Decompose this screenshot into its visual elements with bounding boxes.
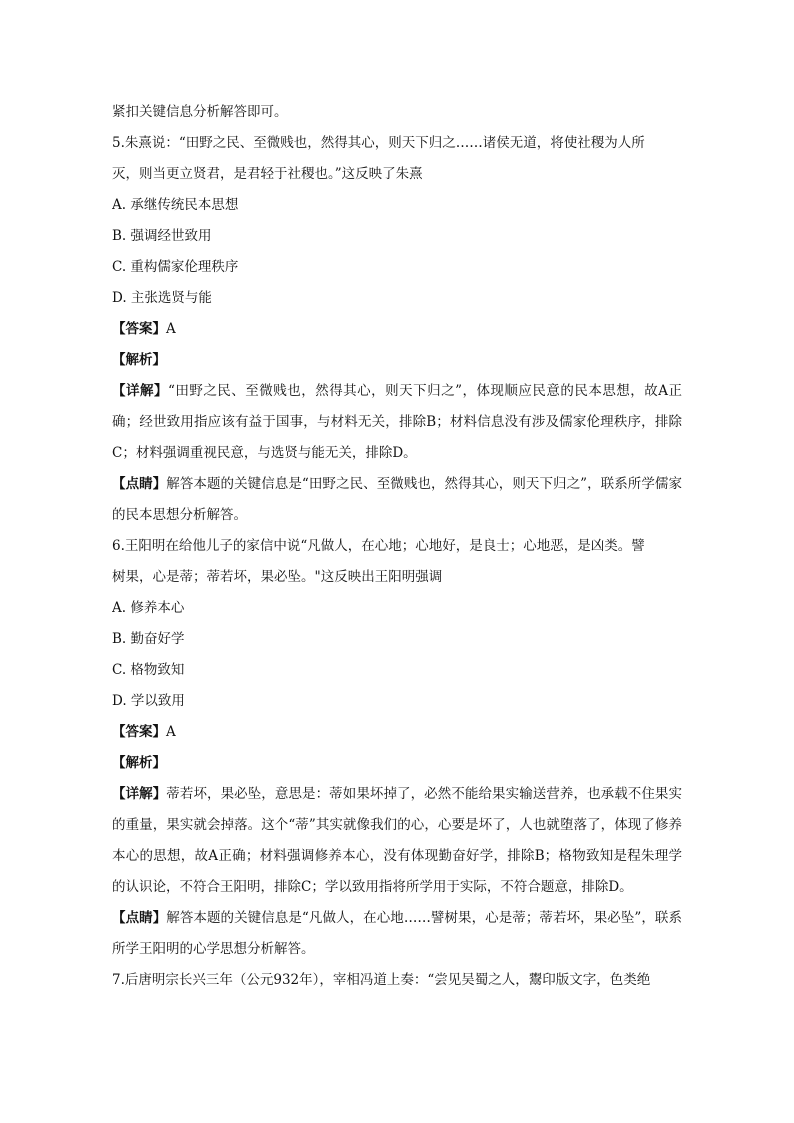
q5-detail-text: “田野之民、至微贱也，然得其心，则天下归之”，体现顺应民意的民本思想，故A正确；经世致用指应该有益于国事，与材料无关，排除B；材料信息没有涉及儒家伦理秩序，排除C；材料强调重视民意，与选贤与能无关，排除D。 [112,383,682,461]
q5-analysis-tag: 【解析】 [112,352,166,368]
question-6 [112,531,682,965]
q5-option-b: B. 强调经世致用 [112,228,212,244]
q5-stem-line-2: 灭，则当更立贤君，是君轻于社稷也。”这反映了朱熹 [112,166,423,182]
q6-analysis-tag: 【解析】 [112,755,166,771]
q6-detail [112,779,682,903]
q6-comment [112,903,682,965]
q5-option-d: D. 主张选贤与能 [112,290,212,306]
q5-option-c: C. 重构儒家伦理秩序 [112,259,239,275]
q6-option-c: C. 格物致知 [112,662,185,678]
q6-answer-tag: 【答案】 [112,724,166,740]
q6-option-b: B. 勤奋好学 [112,631,185,647]
q5-answer-tag: 【答案】 [112,321,166,337]
q6-detail-text: 蒂若坏，果必坠，意思是：蒂如果坏掉了，必然不能给果实输送营养，也承载不住果实的重量，果实就会掉落。这个“蒂”其实就像我们的心，心要是坏了，人也就堕落了，体现了修养本心的思想，故A正确；材料强调修养本心，没有体现勤奋好学，排除B；格物致知是程朱理学的认识论，不符合王阳明，排除C；学以致用指将所学用于实际，不符合题意，排除D。 [112,786,683,895]
q6-detail-tag: 【详解】 [112,786,167,802]
document-body [112,97,682,996]
question-5 [112,128,682,531]
q7-stem-line-1: 7.后唐明宗长兴三年（公元932年），宰相冯道上奏：“尝见吴蜀之人，鬻印版文字，色类绝 [112,972,651,988]
q6-stem-line-2: 树果，心是蒂；蒂若坏，果必坠。"这反映出王阳明强调 [112,569,443,585]
q6-comment-tag: 【点睛】 [112,910,167,926]
q5-option-a: A. 承继传统民本思想 [112,197,239,213]
q6-answer-value: A [166,724,176,740]
q6-stem-line-1: 6.王阳明在给他儿子的家信中说“凡做人，在心地；心地好，是良士；心地恶，是凶类。譬 [112,538,645,554]
question-7 [112,965,682,996]
q6-option-d: D. 学以致用 [112,693,185,709]
q6-answer [112,717,682,748]
q6-comment-text: 解答本题的关键信息是“凡做人，在心地……譬树果，心是蒂；蒂若坏，果必坠”，联系所学王阳明的心学思想分析解答。 [112,910,682,957]
q5-comment-tag: 【点睛】 [112,476,167,492]
q5-stem-line-1: 5.朱熹说：“田野之民、至微贱也，然得其心，则天下归之……诸侯无道，将使社稷为人所 [112,135,645,151]
q5-comment [112,469,682,531]
q6-option-a: A. 修养本心 [112,600,185,616]
q5-answer [112,314,682,345]
q5-detail [112,376,682,469]
q5-answer-value: A [166,321,176,337]
q5-comment-text: 解答本题的关键信息是“田野之民、至微贱也，然得其心，则天下归之”，联系所学儒家的民本思想分析解答。 [112,476,682,523]
lead-line: 紧扣关键信息分析解答即可。 [112,104,288,120]
q5-detail-tag: 【详解】 [112,383,168,399]
